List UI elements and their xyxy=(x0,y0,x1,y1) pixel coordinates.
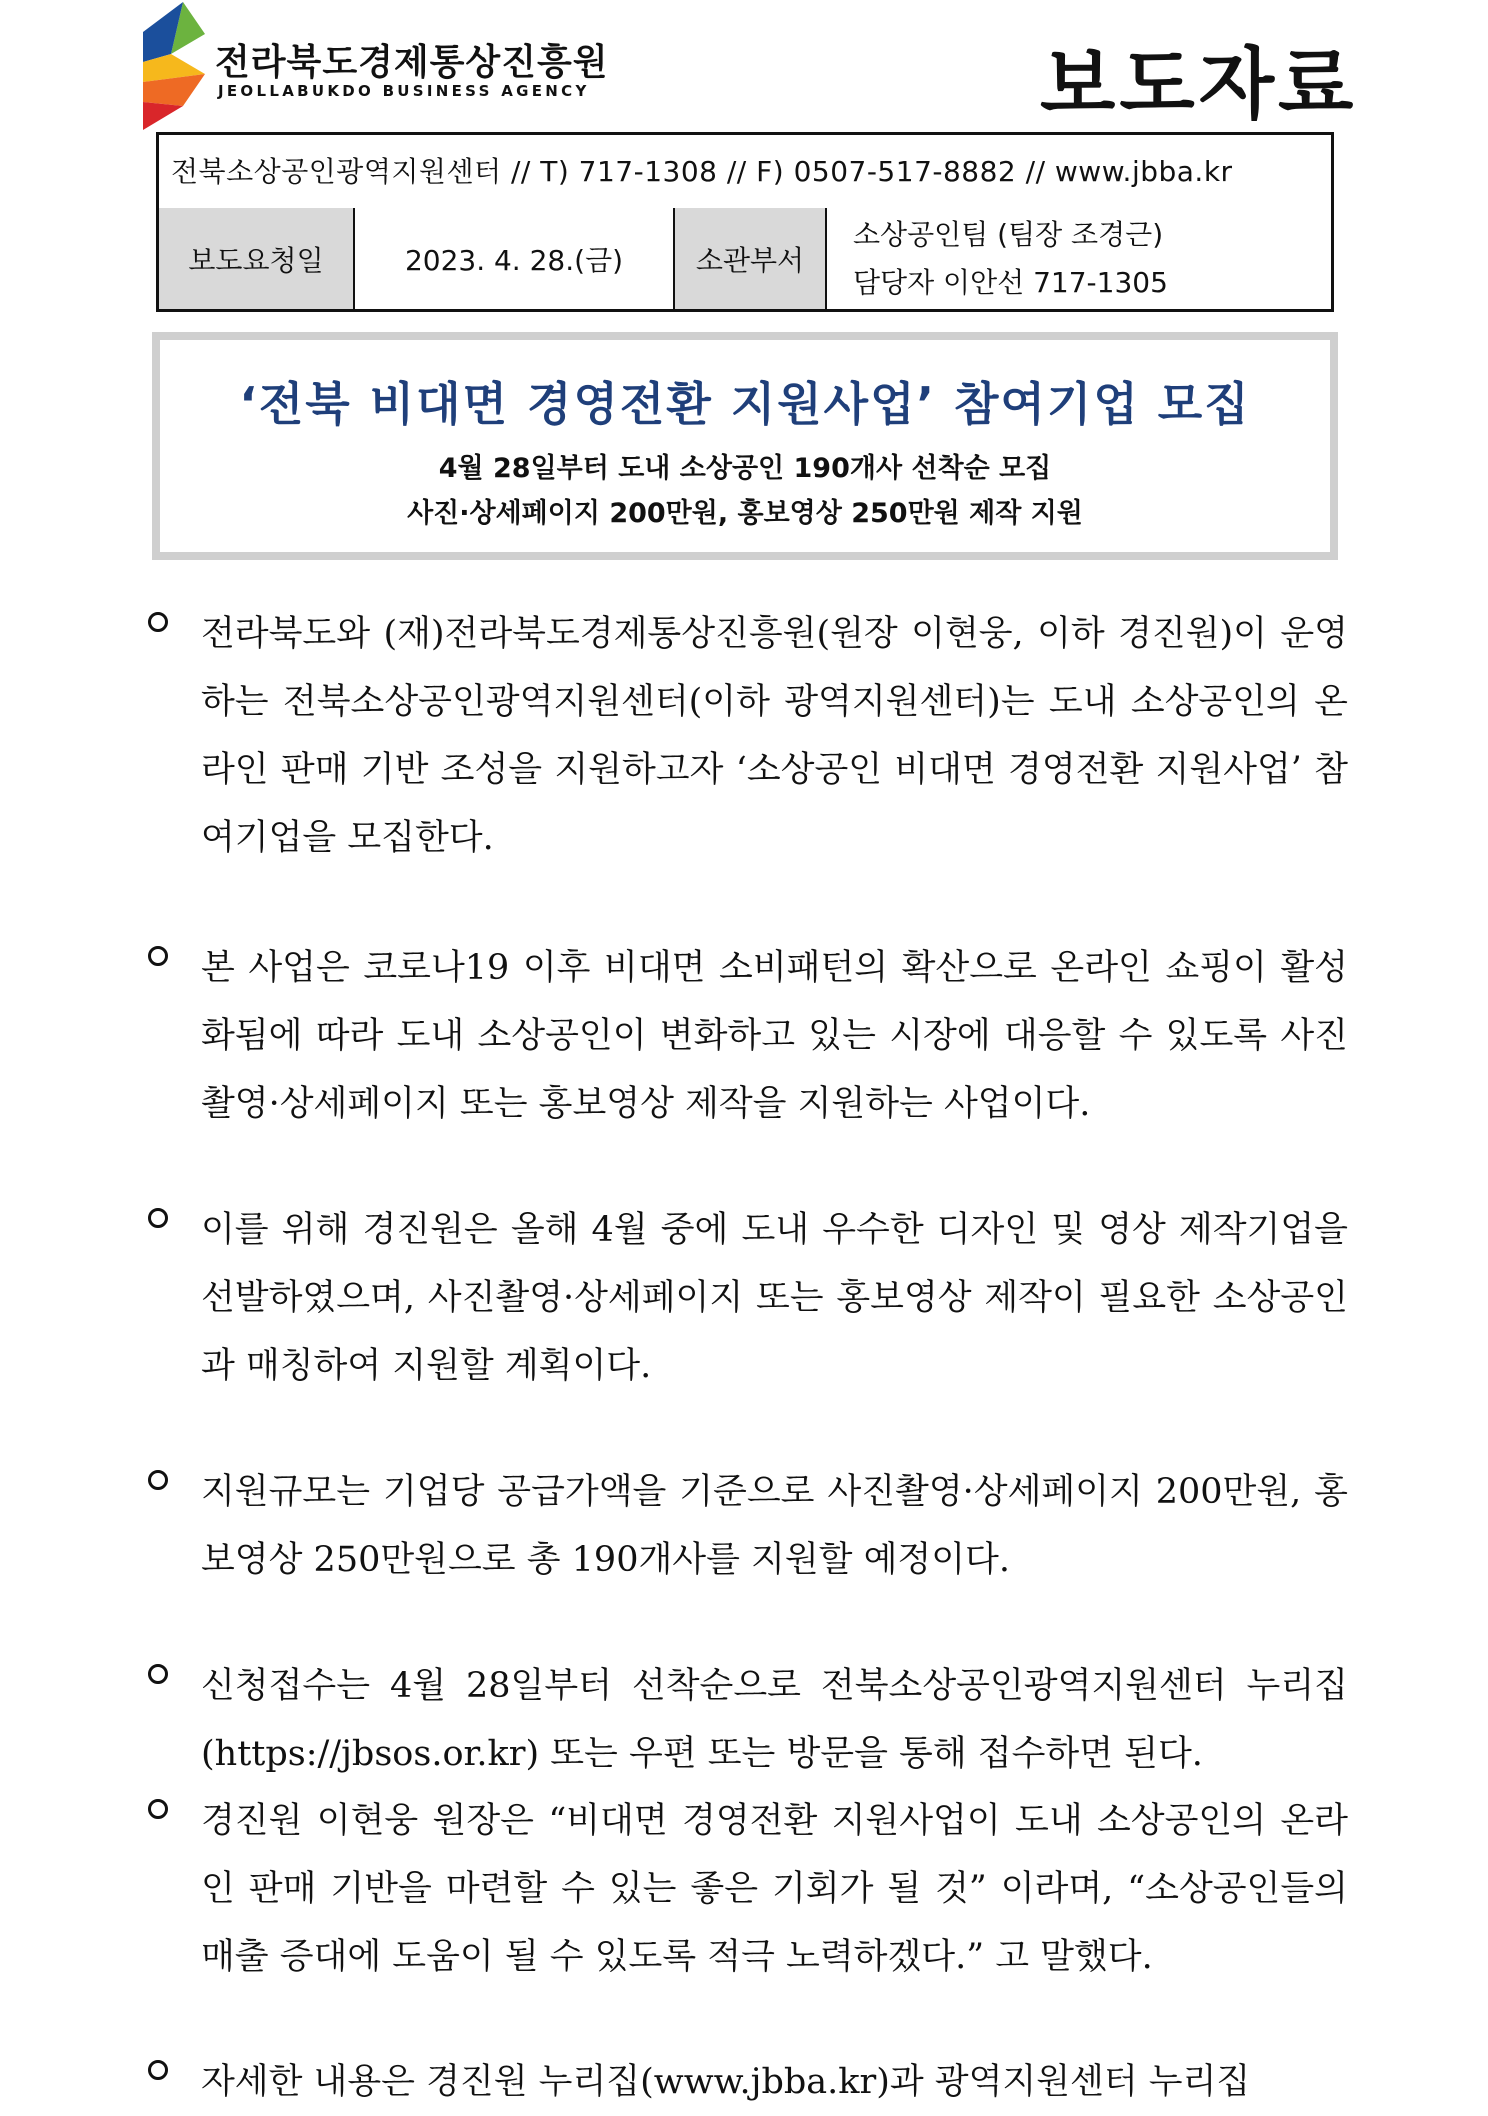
request-date-value: 2023. 4. 28.(금) xyxy=(355,208,675,309)
circle-bullet-icon xyxy=(148,1208,168,1228)
paragraph xyxy=(148,2048,1348,2116)
headline-box xyxy=(152,332,1338,560)
agency-logo xyxy=(143,2,223,130)
headline-title: ‘전북 비대면 경영전환 지원사업’ 참여기업 모집 xyxy=(239,377,1251,431)
circle-bullet-icon xyxy=(148,612,168,632)
paragraph-text: 이를 위해 경진원은 올해 4월 중에 도내 우수한 디자인 및 영상 제작기업을 선발하였으며, 사진촬영·상세페이지 또는 홍보영상 제작이 필요한 소상공인과 매칭하여 지원할 계획이다. xyxy=(201,1210,1348,1386)
department-label: 소관부서 xyxy=(675,208,827,309)
department-team: 소상공인팀 (팀장 조경근) xyxy=(853,217,1164,251)
info-table xyxy=(156,132,1334,312)
paragraph-text: 본 사업은 코로나19 이후 비대면 소비패턴의 확산으로 온라인 쇼핑이 활성화됨에 따라 도내 소상공인이 변화하고 있는 시장에 대응할 수 있도록 사진촬영·상세페이지 또는 홍보영상 제작을 지원하는 사업이다. xyxy=(201,948,1348,1124)
paragraph-text: 경진원 이현웅 원장은 “비대면 경영전환 지원사업이 도내 소상공인의 온라인 판매 기반을 마련할 수 있는 좋은 기회가 될 것” 이라며, “소상공인들의 매출 증대에 도움이 될 수 있도록 적극 노력하겠다.” 고 말했다. xyxy=(201,1801,1348,1977)
org-name: 전라북도경제통상진흥원 xyxy=(215,42,609,83)
circle-bullet-icon xyxy=(148,2060,168,2080)
circle-bullet-icon xyxy=(148,1470,168,1490)
paragraph-text: 지원규모는 기업당 공급가액을 기준으로 사진촬영·상세페이지 200만원, 홍보영상 250만원으로 총 190개사를 지원할 예정이다. xyxy=(201,1472,1348,1580)
contact-line: 전북소상공인광역지원센터 // T) 717-1308 // F) 0507-517-8882 // www.jbba.kr xyxy=(159,135,1331,210)
paragraph xyxy=(148,600,1348,872)
paragraph-text: 자세한 내용은 경진원 누리집(www.jbba.kr)과 광역지원센터 누리집 xyxy=(201,2062,1251,2102)
document-type-title: 보도자료 xyxy=(1040,40,1358,130)
department-value xyxy=(827,208,1331,309)
headline-subtitle-2: 사진·상세페이지 200만원, 홍보영상 250만원 제작 지원 xyxy=(407,498,1083,529)
org-name-english: JEOLLABUKDO BUSINESS AGENCY xyxy=(218,82,590,100)
paragraph-text: 전라북도와 (재)전라북도경제통상진흥원(원장 이현웅, 이하 경진원)이 운영하는 전북소상공인광역지원센터(이하 광역지원센터)는 도내 소상공인의 온라인 판매 기반 조성을 지원하고자 ‘소상공인 비대면 경영전환 지원사업’ 참여기업을 모집한다. xyxy=(201,614,1348,858)
paragraph xyxy=(148,1652,1348,1788)
circle-bullet-icon xyxy=(148,1799,168,1819)
department-contact: 담당자 이안선 717-1305 xyxy=(853,265,1168,299)
circle-bullet-icon xyxy=(148,1664,168,1684)
request-date-label: 보도요청일 xyxy=(159,208,355,309)
paragraph-text: 신청접수는 4월 28일부터 선착순으로 전북소상공인광역지원센터 누리집(https://jbsos.or.kr) 또는 우편 또는 방문을 통해 접수하면 된다. xyxy=(201,1666,1348,1774)
paragraph xyxy=(148,1458,1348,1594)
paragraph xyxy=(148,934,1348,1138)
headline-subtitle-1: 4월 28일부터 도내 소상공인 190개사 선착순 모집 xyxy=(438,453,1052,484)
circle-bullet-icon xyxy=(148,946,168,966)
paragraph xyxy=(148,1787,1348,1991)
paragraph xyxy=(148,1196,1348,1400)
